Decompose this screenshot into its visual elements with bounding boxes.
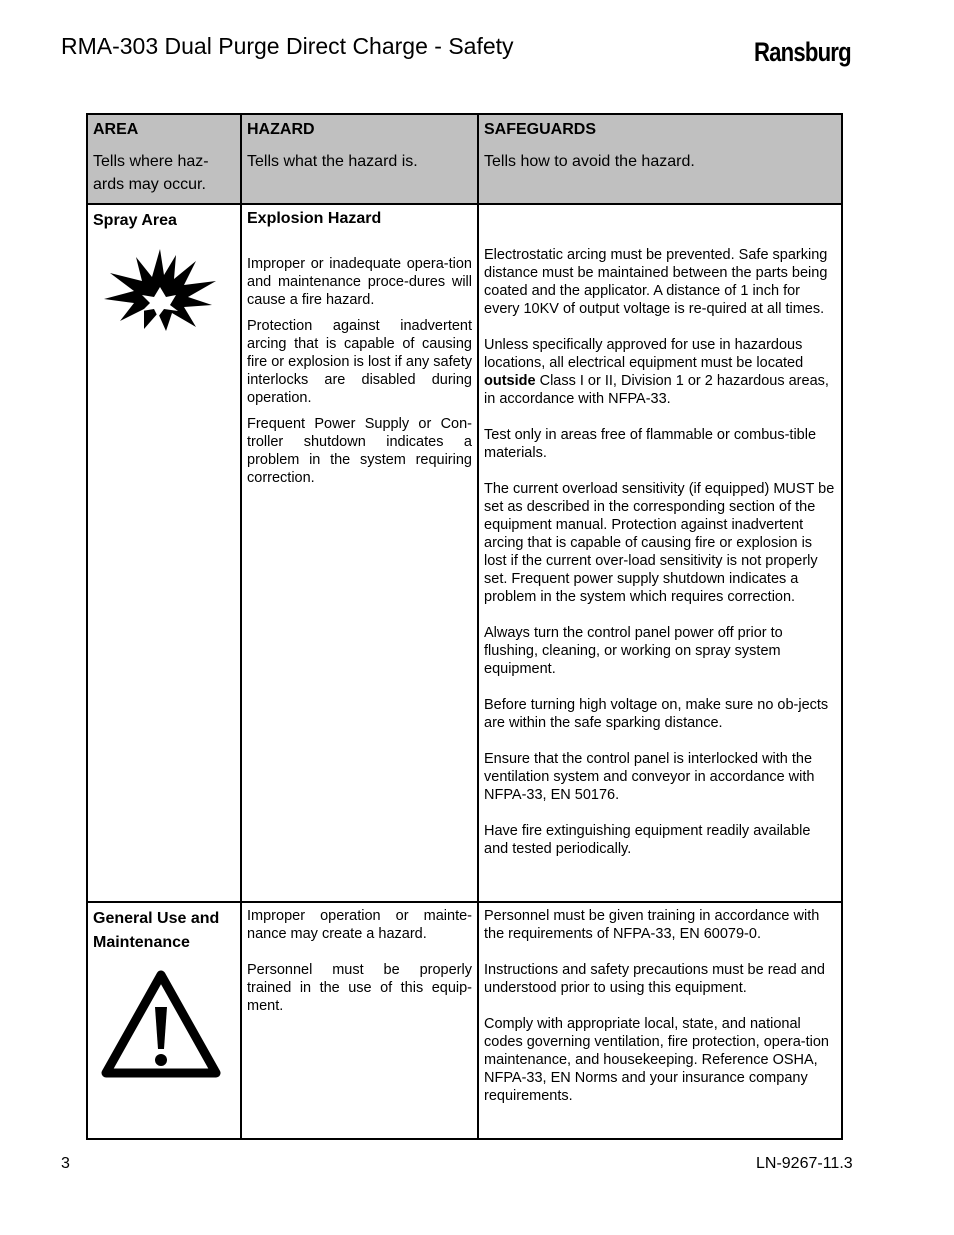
page-title: RMA-303 Dual Purge Direct Charge - Safety (61, 33, 514, 59)
safety-table (86, 113, 843, 1140)
column-description: Tells where haz-ards may occur. (93, 153, 209, 193)
safeguard-text: Before turning high voltage on, make sure no ob-jects are within the safe sparking distance. (484, 697, 829, 731)
warning-triangle-icon (100, 969, 240, 1086)
hazard-text: Improper operation or mainte-nance may create a hazard. (247, 908, 472, 942)
area-title: Spray Area (93, 212, 177, 229)
column-label: HAZARD (247, 121, 315, 138)
table-row (87, 204, 842, 902)
hazard-text: Personnel must be properly trained in the use of this equip-ment. (247, 962, 472, 1014)
safeguard-text: Comply with appropriate local, state, and national codes governing ventilation, fire protection, opera-tion maintenance, and housekeeping. Reference OSHA, NFPA-33, EN Norms and your insurance company requirements. (484, 1016, 829, 1104)
hazard-text: Frequent Power Supply or Con-troller shutdown indicates a problem in the system requiring correction. (247, 416, 472, 486)
safeguards-cell (478, 204, 842, 902)
area-cell (87, 204, 241, 902)
hazard-text: Protection against inadvertent arcing that is capable of causing fire or explosion is lost if any safety interlocks are disabled during operation. (247, 318, 472, 406)
table-row (87, 902, 842, 1139)
hazard-cell (241, 902, 478, 1139)
area-cell (87, 902, 241, 1139)
area-title: General Use and Maintenance (93, 910, 220, 951)
hazard-text: Improper or inadequate opera-tion and maintenance proce-dures will cause a fire hazard. (247, 256, 472, 308)
hazard-title: Explosion Hazard (247, 210, 382, 227)
safeguard-text: Ensure that the control panel is interlocked with the ventilation system and conveyor in accordance with NFPA-33, EN 50176. (484, 751, 815, 803)
safeguard-text: Electrostatic arcing must be prevented. Safe sparking distance must be maintained between the parts being coated and the applicator. A distance of 1 inch for every 10KV of output voltage is re-quired at all times. (484, 247, 828, 317)
safeguard-text: Personnel must be given training in accordance with the requirements of NFPA-33, EN 60079-0. (484, 908, 820, 942)
safeguard-text: Test only in areas free of flammable or combus-tible materials. (484, 427, 817, 461)
safeguard-text: Instructions and safety precautions must be read and understood prior to using this equipment. (484, 962, 825, 996)
explosion-icon (100, 247, 240, 337)
column-description: Tells how to avoid the hazard. (484, 153, 695, 170)
safeguard-text: Always turn the control panel power off prior to flushing, cleaning, or working on spray system equipment. (484, 625, 783, 677)
header-safeguards (478, 114, 842, 204)
document-id: LN-9267-11.3 (756, 1155, 853, 1172)
safeguard-text: Unless specifically approved for use in hazardous locations, all electrical equipment must be located outside Class I or II, Division 1 or 2 hazardous areas, in accordance with NFPA-33. (484, 337, 829, 407)
safeguards-cell (478, 902, 842, 1139)
header-area (87, 114, 241, 204)
column-label: AREA (93, 121, 139, 138)
safeguard-text: The current overload sensitivity (if equipped) MUST be set as described in the corresponding section of the equipment manual. Protection against inadvertent arcing that is capable of causing fire or explosion is lost if the current over-load sensitivity is not properly set. Frequent power supply shutdown indicates a problem in the system which requires correction. (484, 481, 835, 605)
table-header-row (87, 114, 842, 204)
column-label: SAFEGUARDS (484, 121, 597, 138)
column-description: Tells what the hazard is. (247, 153, 418, 170)
bold-emphasis: outside (484, 373, 536, 389)
safeguard-text: Have fire extinguishing equipment readily available and tested periodically. (484, 823, 811, 857)
header-hazard (241, 114, 478, 204)
brand-logo: Ransburg (754, 37, 851, 67)
hazard-cell (241, 204, 478, 902)
page-number: 3 (61, 1155, 70, 1172)
